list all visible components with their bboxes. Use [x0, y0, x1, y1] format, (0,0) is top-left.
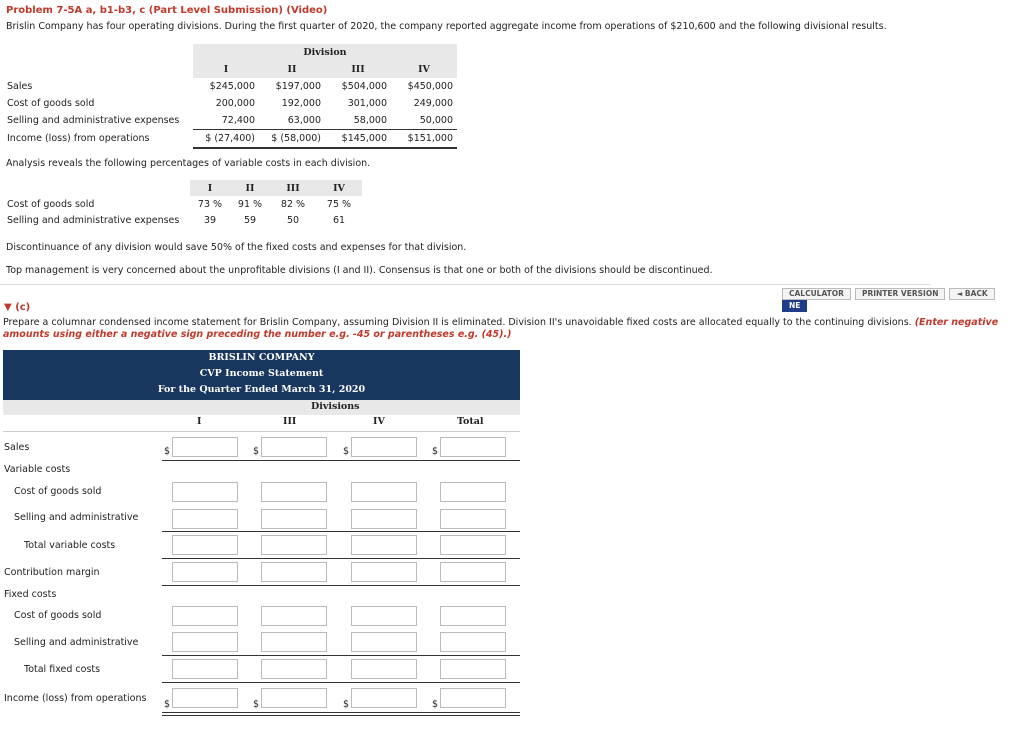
dollar-sign: $	[253, 699, 260, 710]
col-header: IV	[316, 180, 362, 196]
total-variable-input-total[interactable]	[440, 535, 506, 555]
total-variable-input-i[interactable]	[172, 535, 238, 555]
var-cogs-input-i[interactable]	[172, 482, 238, 502]
sales-input-i[interactable]	[172, 437, 238, 457]
calculator-button[interactable]: CALCULATOR	[782, 288, 851, 300]
cell: 192,000	[281, 98, 321, 109]
discontinuance-text: Discontinuance of any division would save 50% of the fixed costs and expenses for that division.	[6, 242, 467, 253]
next-button[interactable]: NE	[782, 300, 807, 312]
fixed-cogs-input-total[interactable]	[440, 606, 506, 626]
fixed-sga-input-total[interactable]	[440, 632, 506, 652]
row-label-total-fixed: Total fixed costs	[24, 664, 101, 675]
problem-title: Problem 7-5A a, b1-b3, c (Part Level Submission) (Video)	[6, 5, 328, 16]
dollar-sign: $	[432, 699, 439, 710]
row-label-fixed-sga: Selling and administrative	[14, 637, 139, 648]
printer-version-button[interactable]: PRINTER VERSION	[855, 288, 946, 300]
dollar-sign: $	[343, 699, 350, 710]
fixed-sga-input-iii[interactable]	[261, 632, 327, 652]
cell: $151,000	[391, 130, 457, 149]
cell: 75 %	[326, 198, 352, 210]
cell: 61	[332, 214, 346, 226]
row-label: Selling and administrative expenses	[7, 115, 180, 127]
row-label: Selling and administrative expenses	[7, 214, 180, 226]
section-header[interactable]	[4, 302, 30, 313]
var-sga-input-total[interactable]	[440, 509, 506, 529]
instructions	[3, 317, 1018, 341]
section-label: (c)	[15, 302, 31, 313]
variable-cost-percent-table	[4, 180, 362, 228]
prepare-text: Prepare a columnar condensed income statement for Brislin Company, assuming Division II is eliminated. Division II's unavoidable fixed costs are allocated equally to the continuing divisions.	[3, 317, 912, 328]
income-input-total[interactable]	[440, 688, 506, 708]
cell: 200,000	[215, 98, 255, 109]
var-cogs-input-iii[interactable]	[261, 482, 327, 502]
double-underline	[162, 712, 520, 716]
sales-input-iv[interactable]	[351, 437, 417, 457]
dollar-sign: $	[432, 446, 439, 457]
total-fixed-input-iii[interactable]	[261, 659, 327, 679]
col-header-i: I	[197, 416, 202, 427]
row-label-contribution-margin: Contribution margin	[4, 567, 100, 578]
cell: 50,000	[391, 112, 457, 130]
row-label-cogs: Cost of goods sold	[14, 486, 102, 497]
division-results-table	[4, 44, 457, 149]
fixed-cogs-input-i[interactable]	[172, 606, 238, 626]
dollar-sign: $	[343, 446, 350, 457]
underline	[162, 682, 520, 683]
col-header: II	[230, 180, 270, 196]
row-label-income: Income (loss) from operations	[4, 693, 147, 704]
underline	[162, 460, 520, 461]
contribution-input-i[interactable]	[172, 562, 238, 582]
cell: $245,000	[209, 81, 255, 92]
row-label: Sales	[7, 81, 33, 92]
col-header-iv: IV	[373, 416, 385, 427]
row-label: Cost of goods sold	[7, 198, 95, 210]
divisions-header	[3, 400, 520, 415]
row-label-variable-costs: Variable costs	[4, 464, 71, 475]
cell: 91 %	[237, 198, 263, 210]
var-sga-input-i[interactable]	[172, 509, 238, 529]
division-group-header: Division	[193, 44, 457, 61]
col-header-iii: III	[283, 416, 297, 427]
underline	[162, 655, 520, 656]
cell: $504,000	[341, 81, 387, 92]
total-fixed-input-iv[interactable]	[351, 659, 417, 679]
statement-period: For the Quarter Ended March 31, 2020	[157, 384, 366, 395]
analysis-text: Analysis reveals the following percentages of variable costs in each division.	[6, 158, 371, 169]
header-divider	[3, 431, 520, 432]
col-header: I	[190, 180, 230, 196]
contribution-input-iv[interactable]	[351, 562, 417, 582]
cell: 63,000	[259, 112, 325, 130]
total-variable-input-iv[interactable]	[351, 535, 417, 555]
back-button[interactable]: ◄ BACK	[949, 288, 994, 300]
fixed-cogs-input-iv[interactable]	[351, 606, 417, 626]
cell: 58,000	[325, 112, 391, 130]
total-variable-input-iii[interactable]	[261, 535, 327, 555]
collapse-triangle-icon[interactable]: ▼	[4, 302, 12, 313]
income-input-iv[interactable]	[351, 688, 417, 708]
income-input-i[interactable]	[172, 688, 238, 708]
company-name: BRISLIN COMPANY	[208, 352, 315, 363]
cell: $450,000	[407, 81, 453, 92]
contribution-input-total[interactable]	[440, 562, 506, 582]
cell: $ (27,400)	[193, 130, 259, 149]
cell: 59	[243, 214, 257, 226]
row-label-total-variable: Total variable costs	[24, 540, 116, 551]
col-header: III	[270, 180, 316, 196]
divisions-label: Divisions	[311, 401, 360, 412]
statement-name: CVP Income Statement	[199, 368, 324, 379]
dollar-sign: $	[253, 446, 260, 457]
cell: 301,000	[347, 98, 387, 109]
cell: 72,400	[193, 112, 259, 130]
fixed-cogs-input-iii[interactable]	[261, 606, 327, 626]
col-header-total: Total	[457, 416, 484, 427]
cell: $ (58,000)	[259, 130, 325, 149]
var-cogs-input-total[interactable]	[440, 482, 506, 502]
dollar-sign: $	[164, 699, 171, 710]
toolbar	[782, 288, 1024, 310]
sales-input-total[interactable]	[440, 437, 506, 457]
statement-header	[3, 350, 520, 400]
cell: $145,000	[325, 130, 391, 149]
sales-input-iii[interactable]	[261, 437, 327, 457]
fixed-sga-input-iv[interactable]	[351, 632, 417, 652]
row-label: Income (loss) from operations	[7, 133, 150, 145]
column-headers	[3, 415, 520, 432]
fixed-sga-input-i[interactable]	[172, 632, 238, 652]
total-fixed-input-i[interactable]	[172, 659, 238, 679]
underline	[162, 531, 520, 532]
row-label: Cost of goods sold	[7, 98, 95, 109]
cell: 249,000	[413, 98, 453, 109]
top-management-text: Top management is very concerned about the unprofitable divisions (I and II). Consensus is that one or both of the divisions should be discontinued.	[6, 265, 713, 276]
cell: 50	[286, 214, 300, 226]
var-sga-input-iii[interactable]	[261, 509, 327, 529]
cell: 82 %	[280, 198, 306, 210]
cell: $197,000	[275, 81, 321, 92]
divider	[0, 284, 930, 285]
dollar-sign: $	[164, 446, 171, 457]
intro-text: Brislin Company has four operating divisions. During the first quarter of 2020, the company reported aggregate income from operations of $210,600 and the following divisional results.	[6, 21, 887, 32]
underline	[162, 585, 520, 586]
var-sga-input-iv[interactable]	[351, 509, 417, 529]
col-header: III	[325, 61, 391, 78]
underline	[162, 558, 520, 559]
col-header: I	[193, 61, 259, 78]
prepare-note: (Enter negative amounts using either a negative sign preceding the number e.g. -45 or parentheses e.g. (45).)	[3, 317, 999, 340]
row-label-fixed-cogs: Cost of goods sold	[14, 610, 102, 621]
col-header: II	[259, 61, 325, 78]
contribution-input-iii[interactable]	[261, 562, 327, 582]
income-input-iii[interactable]	[261, 688, 327, 708]
total-fixed-input-total[interactable]	[440, 659, 506, 679]
cell: 73 %	[197, 198, 223, 210]
col-header: IV	[391, 61, 457, 78]
row-label-sales: Sales	[4, 442, 30, 453]
cell: 39	[203, 214, 217, 226]
var-cogs-input-iv[interactable]	[351, 482, 417, 502]
row-label-fixed-costs: Fixed costs	[4, 589, 57, 600]
row-label-sga: Selling and administrative	[14, 512, 139, 523]
